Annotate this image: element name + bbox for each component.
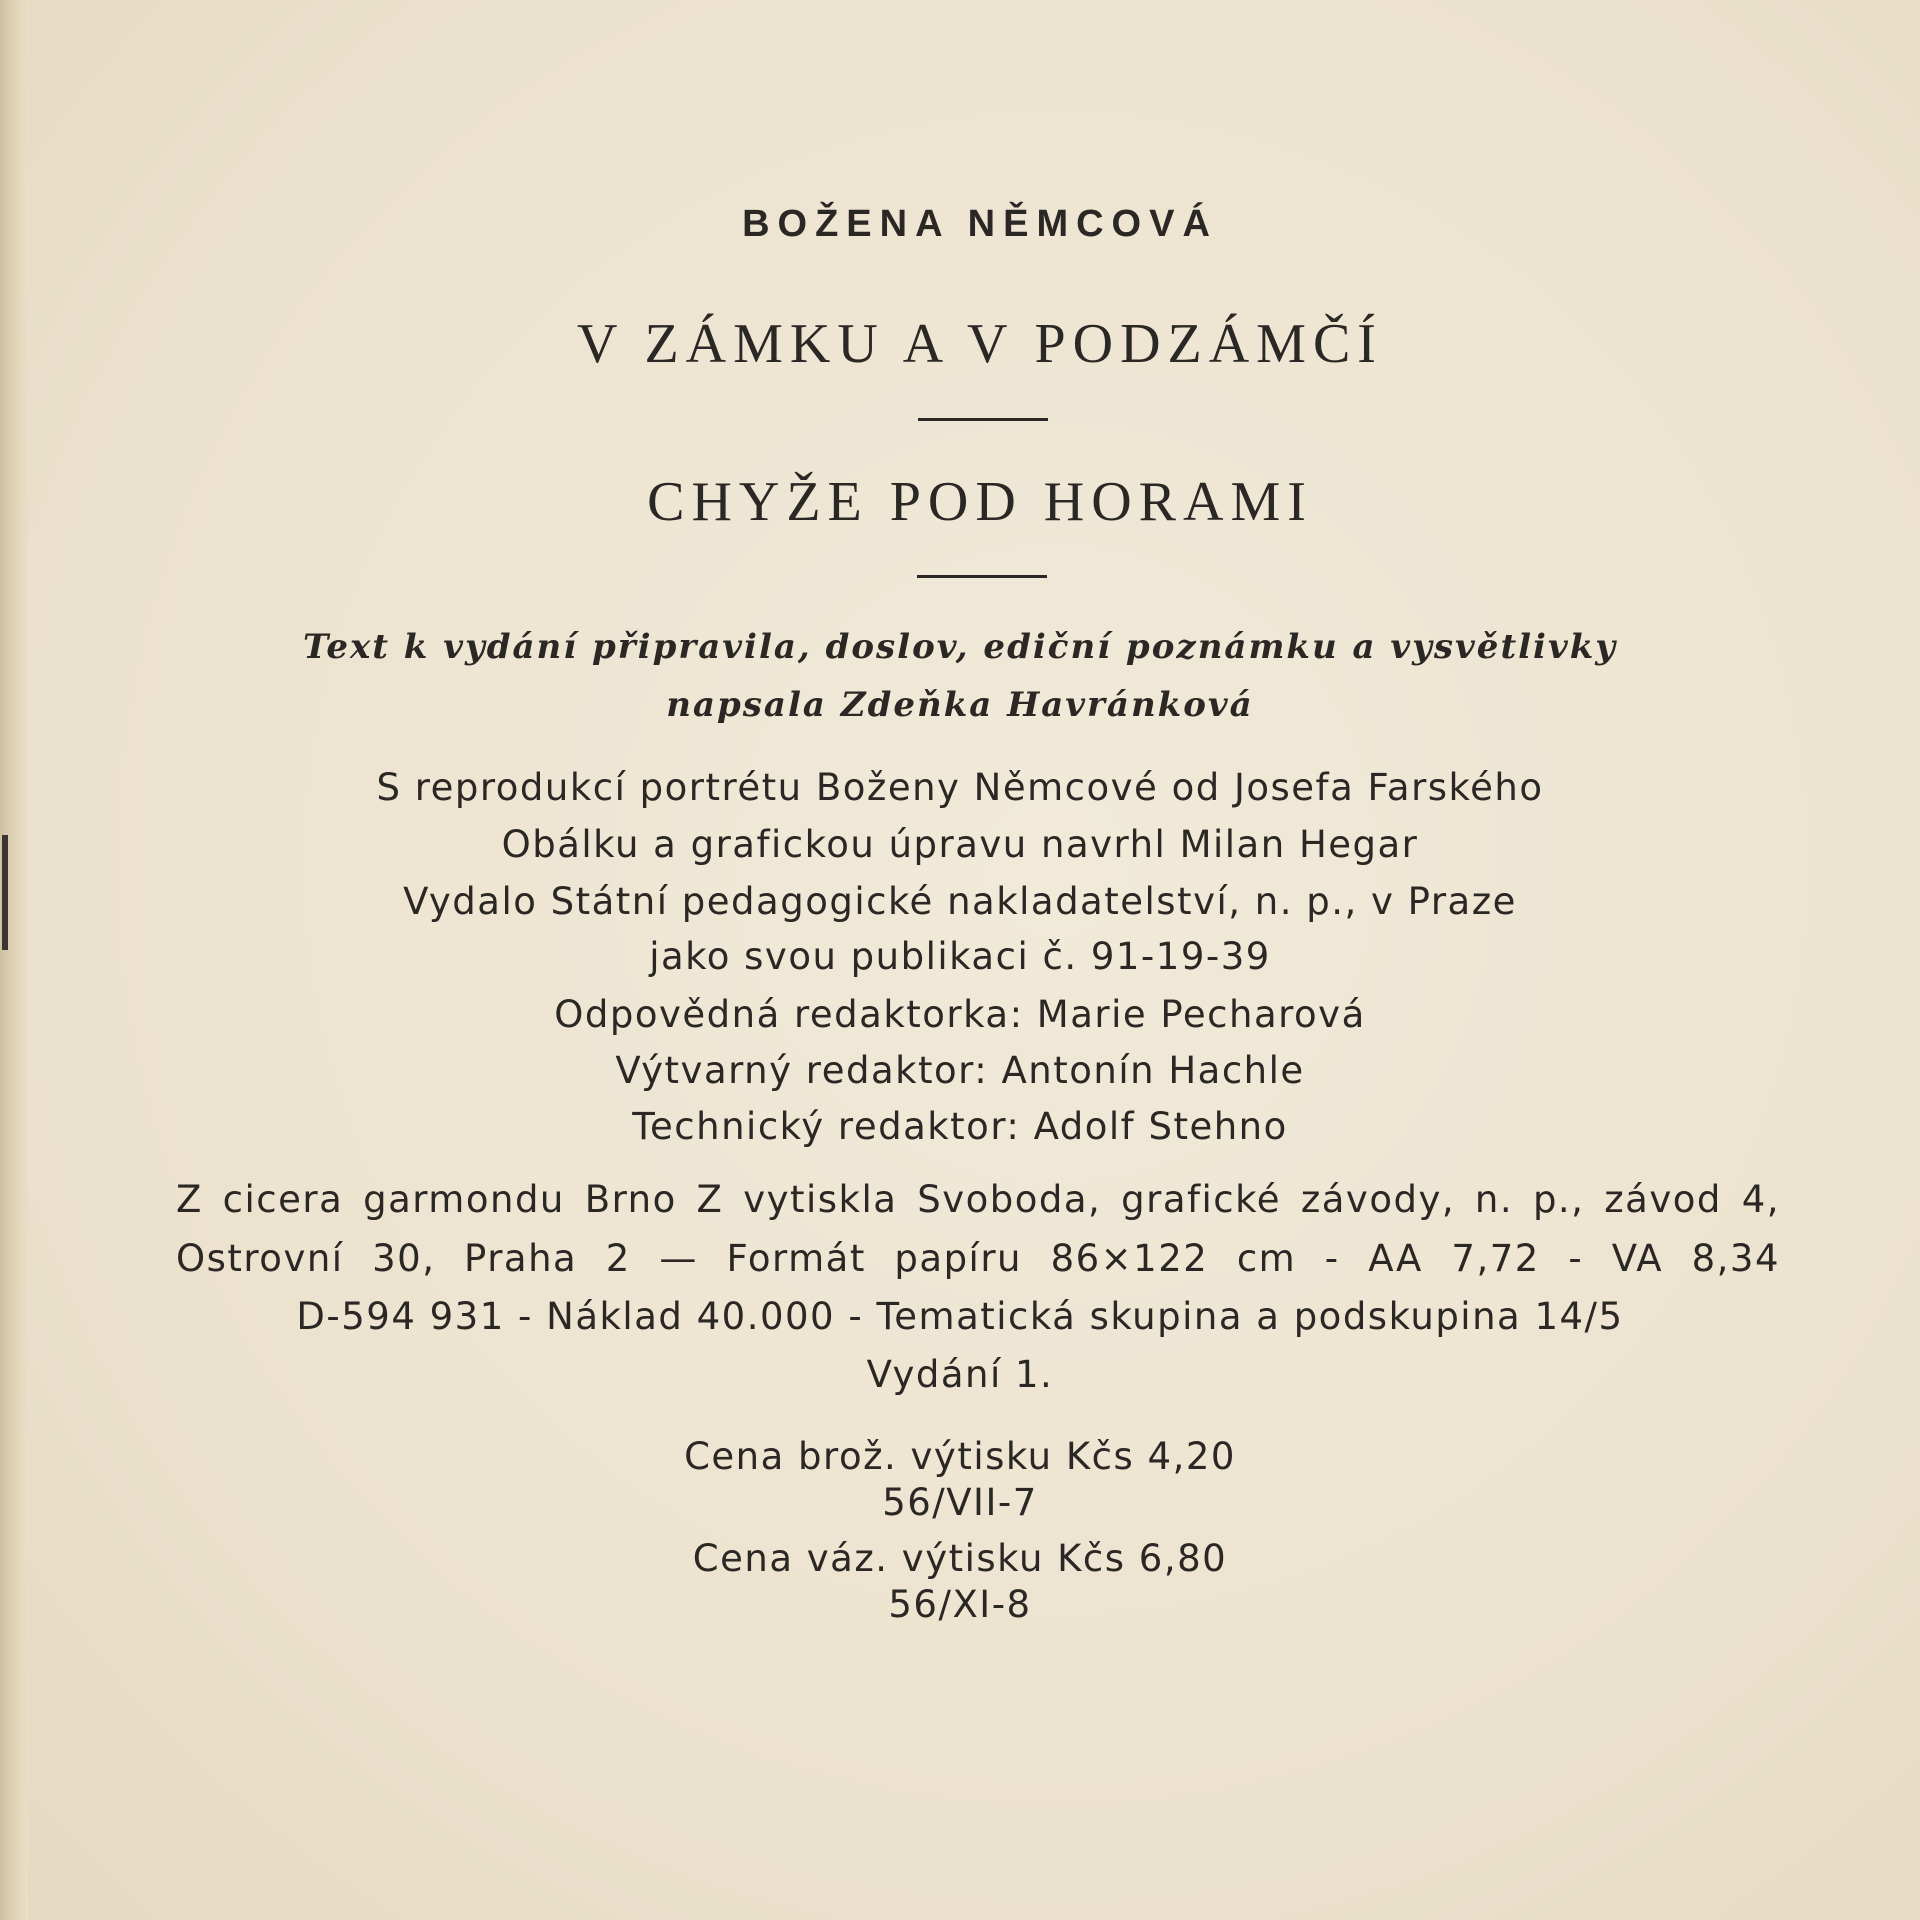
imprint-line: D-594 931 - Náklad 40.000 - Tematická skupina a podskupina 14/5 [296, 1295, 1624, 1338]
subtitle-divider [917, 575, 1047, 578]
credit-line: S reprodukcí portrétu Boženy Němcové od Josefa Farského [376, 766, 1544, 809]
editor-note-line-2: napsala Zdeňka Havránková [666, 685, 1254, 725]
book-subtitle: CHYŽE POD HORAMI [647, 471, 1313, 533]
imprint-line: Ostrovní 30, Praha 2 — Formát papíru 86×122 cm - AA 7,72 - VA 8,34 [176, 1237, 1780, 1280]
price-paperback: Cena brož. výtisku Kčs 4,20 [684, 1435, 1236, 1478]
credit-line: Vydalo Státní pedagogické nakladatelství, n. p., v Praze [403, 880, 1517, 923]
title-divider [918, 418, 1048, 421]
credit-line: Technický redaktor: Adolf Stehno [632, 1105, 1288, 1148]
credit-line: Odpovědná redaktorka: Marie Pecharová [554, 993, 1366, 1036]
price-code: 56/XI-8 [888, 1583, 1032, 1626]
price-code: 56/VII-7 [882, 1481, 1038, 1524]
book-title: V ZÁMKU A V PODZÁMČÍ [577, 313, 1383, 375]
edition-number: Vydání 1. [866, 1353, 1054, 1396]
editor-note-line-1: Text k vydání připravila, doslov, ediční poznámku a vysvětlivky [302, 627, 1618, 667]
author-name: BOŽENA NĚMCOVÁ [742, 203, 1218, 245]
credit-line: Výtvarný redaktor: Antonín Hachle [615, 1049, 1305, 1092]
imprint-line: Z cicera garmondu Brno Z vytiskla Svoboda, grafické závody, n. p., závod 4, [176, 1178, 1780, 1221]
credit-line: Obálku a grafickou úpravu navrhl Milan Hegar [501, 823, 1419, 866]
credit-line: jako svou publikaci č. 91-19-39 [649, 935, 1271, 978]
price-hardcover: Cena váz. výtisku Kčs 6,80 [692, 1537, 1228, 1580]
